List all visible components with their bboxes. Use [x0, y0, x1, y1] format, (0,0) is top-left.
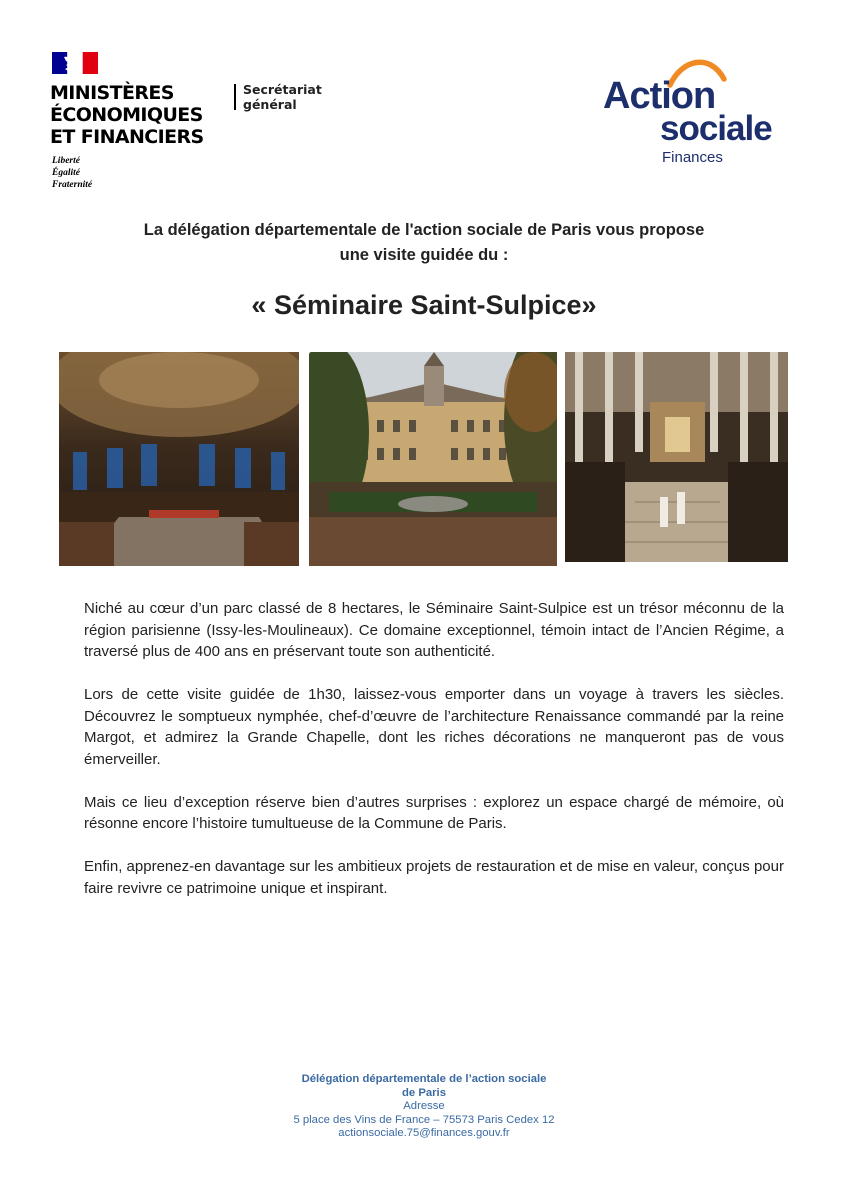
footer-org-line2: de Paris: [402, 1086, 446, 1099]
footer-email-link[interactable]: actionsociale.75@finances.gouv.fr: [338, 1127, 510, 1139]
logo-divider: [234, 84, 236, 110]
ministry-name: MINISTÈRES ÉCONOMIQUES ET FINANCIERS: [50, 82, 204, 148]
logo-word-action: Action: [603, 75, 716, 117]
ministry-logo: [50, 52, 330, 202]
action-sociale-logo: [600, 55, 790, 170]
footer-address: 5 place des Vins de France – 75573 Paris Cedex 12: [293, 1113, 555, 1126]
intro-text: La délégation départementale de l'action sociale de Paris vous propose une visite guidée du :: [143, 221, 705, 264]
contact-footer: [0, 1073, 848, 1141]
event-description: [84, 598, 784, 921]
event-title: « Séminaire Saint-Sulpice»: [251, 290, 597, 320]
paragraph-intro: Niché au cœur d’un parc classé de 8 hectares, le Séminaire Saint-Sulpice est un trésor méconnu de la région parisienne (Issy-les-Moulineaux). Ce domaine exceptionnel, témoin intact de l’Ancien Régime, a traversé plus de 400 ans en préservant toute son authenticité.: [84, 600, 784, 660]
paragraph-visit: Lors de cette visite guidée de 1h30, laissez-vous emporter dans un voyage à travers les siècles. Découvrez le somptueux nymphée, chef-d’œuvre de l’architecture Renaissance commandé par la reine Margot, et admirez la Grande Chapelle, dont les riches décorations ne manqueront pas de vous émerveiller.: [84, 686, 784, 768]
grande-chapelle-ceremony-photo: [565, 352, 788, 562]
secretariat-general-label: Secrétariat général: [243, 82, 322, 112]
footer-address-label: Adresse: [403, 1100, 445, 1112]
paragraph-surprises: Mais ce lieu d’exception réserve bien d’autres surprises : explorez un espace chargé de mémoire, où résonne encore l’histoire tumultueuse de la Commune de Paris.: [84, 793, 784, 832]
logo-word-finances: Finances: [662, 149, 723, 166]
republic-motto: Liberté Égalité Fraternité: [52, 156, 93, 190]
logo-word-sociale: sociale: [660, 109, 772, 148]
seminary-building-photo: [309, 352, 557, 566]
paragraph-restoration: Enfin, apprenez-en davantage sur les ambitieux projets de restauration et de mise en valeur, conçus pour faire revivre ce patrimoine unique et inspirant.: [84, 858, 784, 897]
chapel-interior-photo: [59, 352, 299, 566]
marianne-flag-icon: [52, 52, 98, 74]
footer-org-line1: Délégation départementale de l’action sociale: [301, 1073, 547, 1085]
